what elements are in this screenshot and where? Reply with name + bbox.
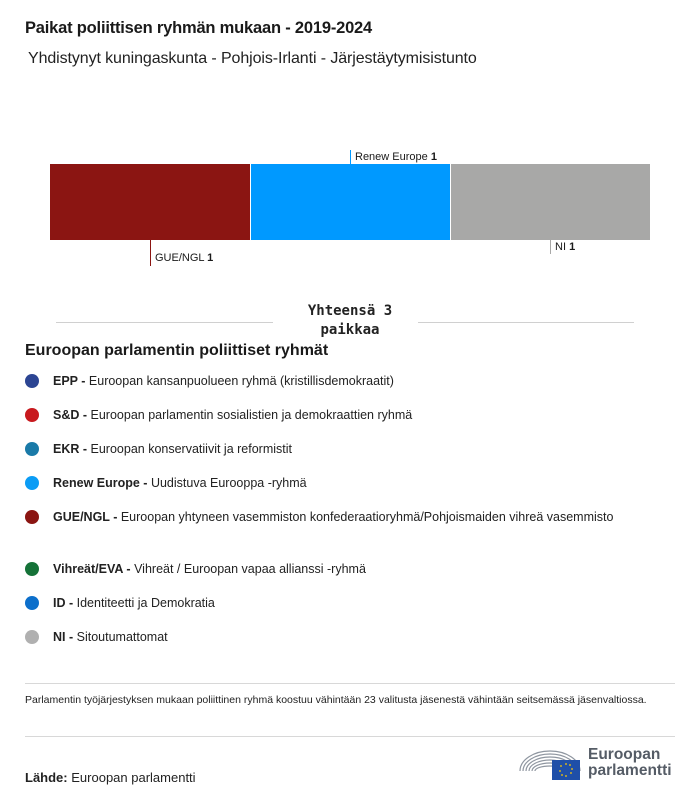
logo-text-line2: parlamentti <box>588 762 672 779</box>
logo-text-line1: Euroopan <box>588 746 661 763</box>
bar-segment-ni[interactable] <box>450 164 650 240</box>
legend-abbr: S&D - <box>53 408 88 422</box>
legend-name: Sitoutumattomat <box>76 630 168 644</box>
source <box>25 770 196 785</box>
legend-item-ekr <box>25 440 625 458</box>
legend-dot-icon <box>25 630 39 644</box>
seat-bar <box>50 164 650 240</box>
bar-segment-gue-ngl[interactable] <box>50 164 250 240</box>
legend-dot-icon <box>25 408 39 422</box>
legend-title: Euroopan parlamentin poliittiset ryhmät <box>25 342 329 359</box>
bar-segment-renew-europe[interactable] <box>250 164 450 240</box>
legend-abbr: GUE/NGL - <box>53 510 118 524</box>
legend-dot-icon <box>25 596 39 610</box>
total-seats <box>275 302 425 340</box>
legend-dot-icon <box>25 476 39 490</box>
total-seats-line2: paikkaa <box>320 322 380 338</box>
legend-dot-icon <box>25 510 39 524</box>
callout-group-name: Renew Europe <box>355 151 428 163</box>
source-value: Euroopan parlamentti <box>71 770 196 785</box>
legend-item-id <box>25 594 625 612</box>
legend-abbr: Vihreät/EVA - <box>53 562 131 576</box>
legend-item-sd <box>25 406 625 424</box>
callout-seat-count: 1 <box>207 252 214 264</box>
total-divider-left <box>56 322 273 323</box>
callout-label-renew-europe <box>355 151 437 163</box>
source-label: Lähde: <box>25 770 68 785</box>
legend-dot-icon <box>25 562 39 576</box>
legend-name: Euroopan kansanpuolueen ryhmä (kristillisdemokraatit) <box>88 374 394 388</box>
total-divider-right <box>418 322 634 323</box>
callout-group-name: NI <box>555 241 566 253</box>
chart-title: Paikat poliittisen ryhmän mukaan - 2019-2024 <box>25 19 373 37</box>
callout-line-renew-europe <box>350 150 351 164</box>
chart-subtitle: Yhdistynyt kuningaskunta - Pohjois-Irlanti - Järjestäytymisistunto <box>28 50 477 67</box>
parliament-hemicycle-icon <box>518 745 582 781</box>
callout-line-gue-ngl <box>150 240 151 266</box>
callout-label-gue-ngl <box>155 252 213 264</box>
legend-name: Uudistuva Eurooppa -ryhmä <box>150 476 307 490</box>
callout-line-ni <box>550 240 551 254</box>
footnote: Parlamentin työjärjestyksen mukaan poliittinen ryhmä koostuu vähintään 23 valitusta jäsenestä vähintään seitsemässä jäsenvaltiossa. <box>25 694 647 706</box>
legend-abbr: NI - <box>53 630 74 644</box>
legend-dot-icon <box>25 442 39 456</box>
legend-item-epp <box>25 372 625 390</box>
callout-seat-count: 1 <box>430 151 437 163</box>
legend-item-gue-ngl <box>25 508 625 526</box>
legend-item-renew-europe <box>25 474 625 492</box>
legend-name: Vihreät / Euroopan vapaa allianssi -ryhmä <box>134 562 366 576</box>
legend-item-greens-efa <box>25 560 625 578</box>
total-seats-line1: Yhteensä 3 <box>307 303 393 319</box>
legend-name: Euroopan parlamentin sosialistien ja demokraattien ryhmä <box>90 408 413 422</box>
legend-name: Identiteetti ja Demokratia <box>76 596 215 610</box>
legend-abbr: Renew Europe - <box>53 476 148 490</box>
legend-name: Euroopan yhtyneen vasemmiston konfederaatioryhmä/Pohjoismaiden vihreä vasemmisto <box>120 510 614 524</box>
legend-abbr: ID - <box>53 596 74 610</box>
note-divider-bottom <box>25 736 675 737</box>
legend-abbr: EKR - <box>53 442 88 456</box>
ep-logo <box>518 745 672 781</box>
legend-abbr: EPP - <box>53 374 86 388</box>
note-divider-top <box>25 683 675 684</box>
callout-label-ni <box>555 241 575 253</box>
legend-dot-icon <box>25 374 39 388</box>
legend-name: Euroopan konservatiivit ja reformistit <box>90 442 292 456</box>
callout-group-name: GUE/NGL <box>155 252 205 264</box>
legend-item-ni <box>25 628 625 646</box>
callout-seat-count: 1 <box>569 241 576 253</box>
